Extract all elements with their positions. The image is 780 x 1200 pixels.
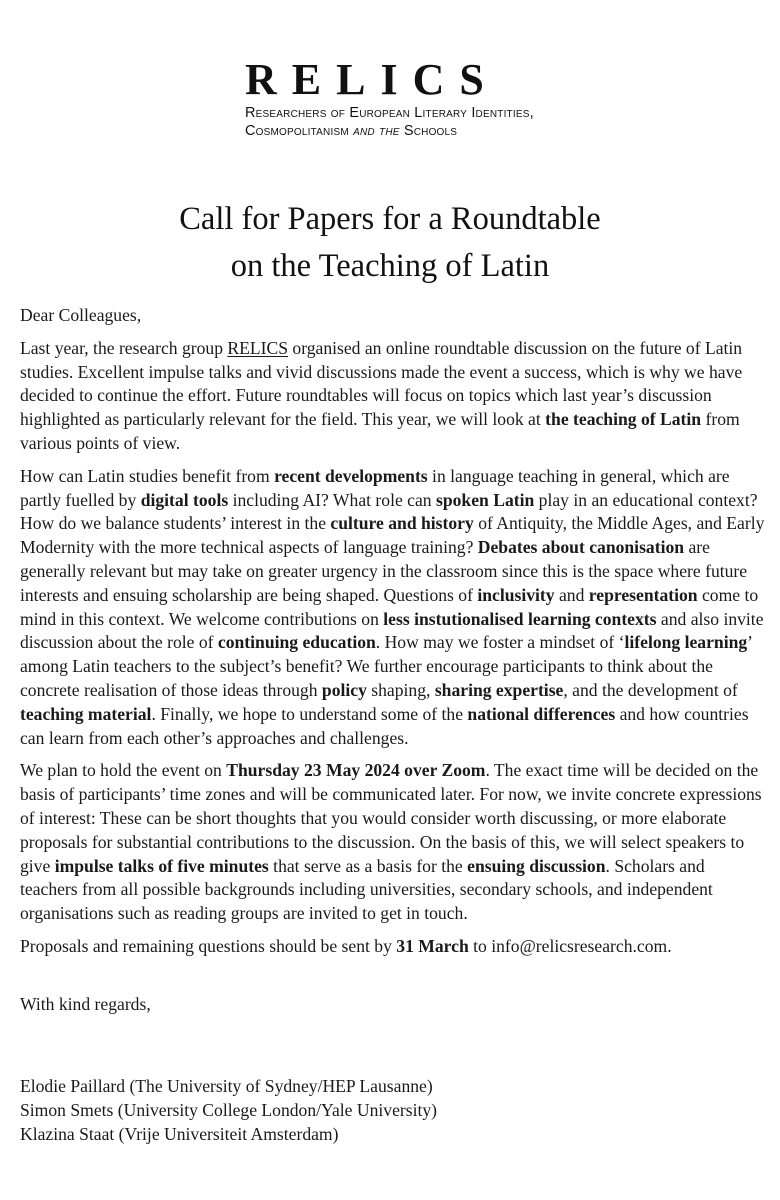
text-span: play in an educational context? How do we balance students’ interest in the [20, 489, 758, 534]
emphasis: sharing expertise [434, 679, 564, 700]
text-span: Proposals and remaining questions should be sent by [20, 935, 397, 956]
signer: Simon Smets (University College London/Yale University) [20, 1099, 438, 1120]
emphasis: the teaching of Latin [545, 409, 702, 430]
emphasis: Debates about canonisation [477, 537, 685, 558]
text-span: . [667, 935, 672, 956]
text-span: including AI? What role can [228, 489, 436, 510]
paragraph-event [20, 759, 765, 926]
text-span: from various points of view. [20, 409, 740, 453]
deadline-date: 31 March [396, 935, 469, 956]
paragraph-intro [20, 337, 765, 456]
text-span: shaping, [366, 679, 435, 700]
title-line2: on the Teaching of Latin [230, 248, 550, 284]
emphasis: recent developments [274, 465, 428, 486]
logo-subtitle-line1: Researchers of European Literary Identities, [245, 105, 534, 121]
text-span: , and the development of [563, 679, 738, 700]
emphasis: culture and history [330, 513, 474, 534]
emphasis: Thursday 23 May 2024 over Zoom [226, 760, 486, 781]
emphasis: continuing education [217, 632, 376, 653]
signer: Klazina Staat (Vrije Universiteit Amsterdam) [20, 1123, 339, 1144]
page-title [0, 196, 780, 290]
emphasis: impulse talks of five minutes [54, 855, 269, 876]
emphasis: spoken Latin [436, 489, 535, 510]
logo-subtitle [245, 104, 545, 140]
paragraph-deadline [20, 935, 765, 959]
text-span: and how countries can learn from each other’s approaches and challenges. [20, 703, 749, 748]
text-span: Last year, the research group [20, 337, 228, 358]
text-span: . How may we foster a mindset of ‘ [375, 632, 625, 653]
text-span: . Finally, we hope to understand some of the [151, 703, 468, 724]
signer: Elodie Paillard (The University of Sydney/HEP Lausanne) [20, 1076, 433, 1096]
paragraph-topics [20, 465, 765, 751]
text-span: of Antiquity, the Middle Ages, and Early Modernity with the more technical aspects of language training? [20, 513, 765, 558]
text-span: How can Latin studies benefit from [20, 465, 275, 486]
contact-email: info@relicsresearch.com [491, 935, 668, 956]
title-line1: Call for Papers for a Roundtable [179, 201, 601, 237]
text-span: and also invite discussion about the role of [20, 608, 764, 653]
logo-subtitle-line2-b: and the [353, 123, 400, 139]
logo-subtitle-line2-c: Schools [399, 123, 458, 139]
text-span: in language teaching in general, which are partly fuelled by [20, 465, 730, 510]
letter-body [20, 304, 765, 968]
emphasis: policy [321, 679, 367, 700]
relics-inline-name: RELICS [227, 337, 288, 358]
text-span: ’ among Latin teachers to the subject’s benefit? We further encourage participants to think about the concrete realisation of those ideas through [20, 632, 752, 700]
text-span: are generally relevant but may take on greater urgency in the classroom since this is the space where future interests and ensuing scholarship are being shaped. Questions of [20, 537, 748, 605]
closing: With kind regards, [20, 994, 151, 1014]
relics-logo [245, 56, 545, 140]
logo-subtitle-line2 [245, 122, 545, 140]
text-span: come to mind in this context. We welcome contributions on [20, 584, 759, 629]
text-span: organised an online roundtable discussion on the future of Latin studies. Excellent impulse talks and vivid discussions made the event a success, which is why we have decided to continue the effort. Future roundtables will focus on topics which last year’s discussion highlighted as particularly relevant for the field. This year, we will look at [20, 337, 743, 430]
signers-list [20, 1075, 765, 1146]
emphasis: ensuing discussion [467, 855, 606, 876]
emphasis: national differences [467, 703, 616, 724]
emphasis: less instutionalised learning contexts [383, 608, 657, 629]
emphasis: teaching material [20, 703, 152, 724]
text-span: to [468, 935, 492, 956]
text-span: . Scholars and teachers from all possible backgrounds including universities, secondary schools, and independent organisations such as reading groups are invited to get in touch. [20, 855, 713, 924]
text-span: We plan to hold the event on [20, 760, 227, 781]
emphasis: representation [588, 584, 698, 605]
greeting: Dear Colleagues, [20, 305, 142, 325]
logo-subtitle-line2-a: Cosmopolitanism [245, 123, 354, 139]
text-span: that serve as a basis for the [268, 855, 468, 876]
emphasis: digital tools [140, 489, 229, 510]
logo-title: RELICS [245, 55, 499, 104]
text-span: and [554, 584, 589, 605]
text-span: . The exact time will be decided on the basis of participants’ time zones and will be communicated later. For now, we invite concrete expressions of interest: These can be short thoughts that you would consider worth discussing, or more elaborate proposals for substantial contributions to the discussion. On the basis of this, we will select speakers to give [20, 760, 762, 876]
emphasis: lifelong learning [624, 632, 748, 653]
emphasis: inclusivity [477, 584, 555, 605]
